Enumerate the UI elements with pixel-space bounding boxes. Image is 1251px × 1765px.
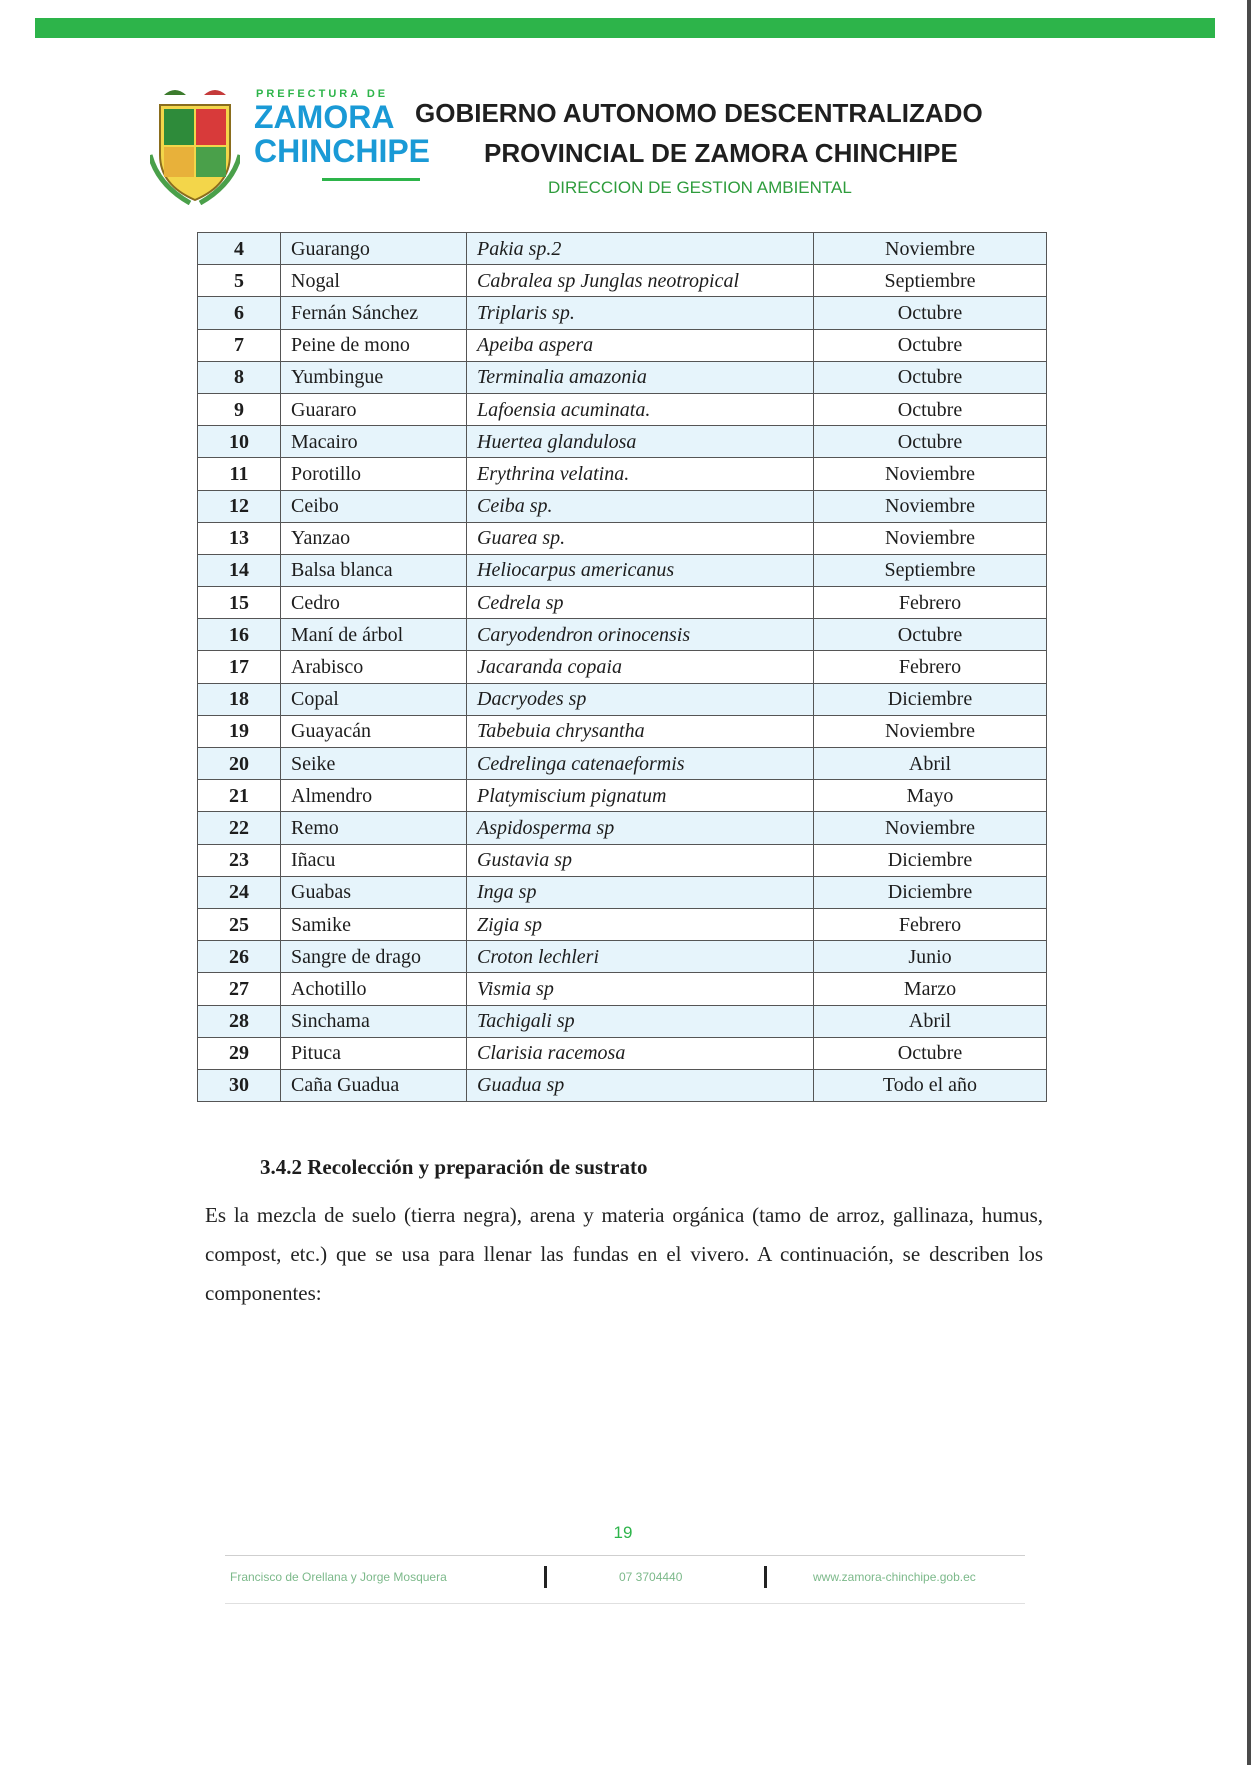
scientific-name-cell: Cedrelinga catenaeformis <box>467 748 814 780</box>
common-name-cell: Achotillo <box>281 973 467 1005</box>
scientific-name-cell: Aspidosperma sp <box>467 812 814 844</box>
common-name-cell: Macairo <box>281 426 467 458</box>
fruiting-month-cell: Octubre <box>814 619 1047 651</box>
scientific-name-cell: Guarea sp. <box>467 522 814 554</box>
table-row <box>198 329 1047 361</box>
common-name-cell: Ceibo <box>281 490 467 522</box>
table-row <box>198 1037 1047 1069</box>
table-row <box>198 1005 1047 1037</box>
table-row <box>198 780 1047 812</box>
scientific-name-cell: Clarisia racemosa <box>467 1037 814 1069</box>
common-name-cell: Nogal <box>281 265 467 297</box>
fruiting-month-cell: Febrero <box>814 651 1047 683</box>
page-edge <box>1247 0 1251 1765</box>
common-name-cell: Arabisco <box>281 651 467 683</box>
brand-name-line2: CHINCHIPE <box>254 133 431 169</box>
row-number-cell: 17 <box>198 651 281 683</box>
row-number-cell: 18 <box>198 683 281 715</box>
row-number-cell: 13 <box>198 522 281 554</box>
fruiting-month-cell: Octubre <box>814 329 1047 361</box>
row-number-cell: 27 <box>198 973 281 1005</box>
row-number-cell: 21 <box>198 780 281 812</box>
fruiting-month-cell: Abril <box>814 748 1047 780</box>
scientific-name-cell: Zigia sp <box>467 908 814 940</box>
row-number-cell: 16 <box>198 619 281 651</box>
common-name-cell: Samike <box>281 908 467 940</box>
common-name-cell: Guabas <box>281 876 467 908</box>
scientific-name-cell: Caryodendron orinocensis <box>467 619 814 651</box>
row-number-cell: 5 <box>198 265 281 297</box>
fruiting-month-cell: Febrero <box>814 587 1047 619</box>
scientific-name-cell: Tabebuia chrysantha <box>467 715 814 747</box>
scientific-name-cell: Huertea glandulosa <box>467 426 814 458</box>
fruiting-month-cell: Noviembre <box>814 490 1047 522</box>
table-row <box>198 265 1047 297</box>
common-name-cell: Peine de mono <box>281 329 467 361</box>
row-number-cell: 19 <box>198 715 281 747</box>
scientific-name-cell: Triplaris sp. <box>467 297 814 329</box>
scientific-name-cell: Cedrela sp <box>467 587 814 619</box>
table-row <box>198 844 1047 876</box>
row-number-cell: 28 <box>198 1005 281 1037</box>
footer-phone: 07 3704440 <box>619 1570 683 1584</box>
common-name-cell: Remo <box>281 812 467 844</box>
common-name-cell: Guarango <box>281 233 467 265</box>
table-row <box>198 748 1047 780</box>
table-row <box>198 554 1047 586</box>
section-heading: 3.4.2 Recolección y preparación de sustrato <box>260 1155 648 1179</box>
fruiting-month-cell: Octubre <box>814 1037 1047 1069</box>
common-name-cell: Porotillo <box>281 458 467 490</box>
table-row <box>198 361 1047 393</box>
page-number: 19 <box>613 1523 633 1542</box>
table-row <box>198 651 1047 683</box>
table-row <box>198 522 1047 554</box>
header-color-bar <box>35 18 1215 38</box>
table-row <box>198 908 1047 940</box>
scientific-name-cell: Terminalia amazonia <box>467 361 814 393</box>
species-table <box>197 232 1047 1102</box>
scientific-name-cell: Inga sp <box>467 876 814 908</box>
scientific-name-cell: Platymiscium pignatum <box>467 780 814 812</box>
brand-underline <box>322 178 420 181</box>
common-name-cell: Fernán Sánchez <box>281 297 467 329</box>
scientific-name-cell: Jacaranda copaia <box>467 651 814 683</box>
table-row <box>198 876 1047 908</box>
scientific-name-cell: Ceiba sp. <box>467 490 814 522</box>
fruiting-month-cell: Octubre <box>814 297 1047 329</box>
common-name-cell: Seike <box>281 748 467 780</box>
department-name: DIRECCION DE GESTION AMBIENTAL <box>548 178 852 197</box>
footer-separator <box>764 1566 767 1588</box>
row-number-cell: 29 <box>198 1037 281 1069</box>
table-row <box>198 683 1047 715</box>
fruiting-month-cell: Noviembre <box>814 715 1047 747</box>
row-number-cell: 15 <box>198 587 281 619</box>
government-title-line2: PROVINCIAL DE ZAMORA CHINCHIPE <box>484 138 958 168</box>
row-number-cell: 24 <box>198 876 281 908</box>
scientific-name-cell: Croton lechleri <box>467 941 814 973</box>
row-number-cell: 26 <box>198 941 281 973</box>
scientific-name-cell: Erythrina velatina. <box>467 458 814 490</box>
crest-icon <box>150 85 240 205</box>
table-row <box>198 297 1047 329</box>
fruiting-month-cell: Octubre <box>814 393 1047 425</box>
fruiting-month-cell: Noviembre <box>814 233 1047 265</box>
row-number-cell: 12 <box>198 490 281 522</box>
fruiting-month-cell: Diciembre <box>814 683 1047 715</box>
fruiting-month-cell: Octubre <box>814 361 1047 393</box>
row-number-cell: 11 <box>198 458 281 490</box>
common-name-cell: Balsa blanca <box>281 554 467 586</box>
common-name-cell: Almendro <box>281 780 467 812</box>
scientific-name-cell: Apeiba aspera <box>467 329 814 361</box>
common-name-cell: Yanzao <box>281 522 467 554</box>
brand-name-line1: ZAMORA <box>254 99 395 135</box>
table-row <box>198 973 1047 1005</box>
common-name-cell: Copal <box>281 683 467 715</box>
table-row <box>198 715 1047 747</box>
row-number-cell: 6 <box>198 297 281 329</box>
row-number-cell: 23 <box>198 844 281 876</box>
table-row <box>198 490 1047 522</box>
table-row <box>198 587 1047 619</box>
footer-separator <box>544 1566 547 1588</box>
row-number-cell: 14 <box>198 554 281 586</box>
table-row <box>198 941 1047 973</box>
row-number-cell: 10 <box>198 426 281 458</box>
fruiting-month-cell: Mayo <box>814 780 1047 812</box>
scientific-name-cell: Dacryodes sp <box>467 683 814 715</box>
fruiting-month-cell: Noviembre <box>814 458 1047 490</box>
fruiting-month-cell: Marzo <box>814 973 1047 1005</box>
row-number-cell: 25 <box>198 908 281 940</box>
row-number-cell: 22 <box>198 812 281 844</box>
table-row <box>198 1069 1047 1101</box>
table-row <box>198 393 1047 425</box>
fruiting-month-cell: Todo el año <box>814 1069 1047 1101</box>
common-name-cell: Pituca <box>281 1037 467 1069</box>
footer-divider <box>225 1555 1025 1556</box>
table-row <box>198 426 1047 458</box>
fruiting-month-cell: Septiembre <box>814 265 1047 297</box>
footer-divider-bottom <box>225 1603 1025 1604</box>
section-paragraph: Es la mezcla de suelo (tierra negra), arena y materia orgánica (tamo de arroz, gallinaza, humus, compost, etc.) que se usa para llenar las fundas en el vivero. A continuación, se describen los componentes: <box>205 1203 1043 1305</box>
table-row <box>198 619 1047 651</box>
row-number-cell: 7 <box>198 329 281 361</box>
common-name-cell: Cedro <box>281 587 467 619</box>
table-row <box>198 458 1047 490</box>
brand-prefix: PREFECTURA DE <box>256 88 389 100</box>
fruiting-month-cell: Noviembre <box>814 812 1047 844</box>
table-row <box>198 233 1047 265</box>
scientific-name-cell: Cabralea sp Junglas neotropical <box>467 265 814 297</box>
footer-website[interactable]: www.zamora-chinchipe.gob.ec <box>813 1570 976 1584</box>
scientific-name-cell: Pakia sp.2 <box>467 233 814 265</box>
scientific-name-cell: Vismia sp <box>467 973 814 1005</box>
scientific-name-cell: Tachigali sp <box>467 1005 814 1037</box>
common-name-cell: Yumbingue <box>281 361 467 393</box>
common-name-cell: Sinchama <box>281 1005 467 1037</box>
fruiting-month-cell: Noviembre <box>814 522 1047 554</box>
fruiting-month-cell: Diciembre <box>814 876 1047 908</box>
common-name-cell: Maní de árbol <box>281 619 467 651</box>
row-number-cell: 30 <box>198 1069 281 1101</box>
scientific-name-cell: Lafoensia acuminata. <box>467 393 814 425</box>
scientific-name-cell: Gustavia sp <box>467 844 814 876</box>
fruiting-month-cell: Octubre <box>814 426 1047 458</box>
fruiting-month-cell: Febrero <box>814 908 1047 940</box>
scientific-name-cell: Heliocarpus americanus <box>467 554 814 586</box>
fruiting-month-cell: Diciembre <box>814 844 1047 876</box>
fruiting-month-cell: Septiembre <box>814 554 1047 586</box>
common-name-cell: Guararo <box>281 393 467 425</box>
row-number-cell: 20 <box>198 748 281 780</box>
row-number-cell: 8 <box>198 361 281 393</box>
common-name-cell: Sangre de drago <box>281 941 467 973</box>
row-number-cell: 9 <box>198 393 281 425</box>
common-name-cell: Caña Guadua <box>281 1069 467 1101</box>
fruiting-month-cell: Abril <box>814 1005 1047 1037</box>
scientific-name-cell: Guadua sp <box>467 1069 814 1101</box>
common-name-cell: Guayacán <box>281 715 467 747</box>
row-number-cell: 4 <box>198 233 281 265</box>
table-row <box>198 812 1047 844</box>
footer-address: Francisco de Orellana y Jorge Mosquera <box>230 1570 447 1584</box>
common-name-cell: Iñacu <box>281 844 467 876</box>
government-title-line1: GOBIERNO AUTONOMO DESCENTRALIZADO <box>415 98 983 128</box>
fruiting-month-cell: Junio <box>814 941 1047 973</box>
